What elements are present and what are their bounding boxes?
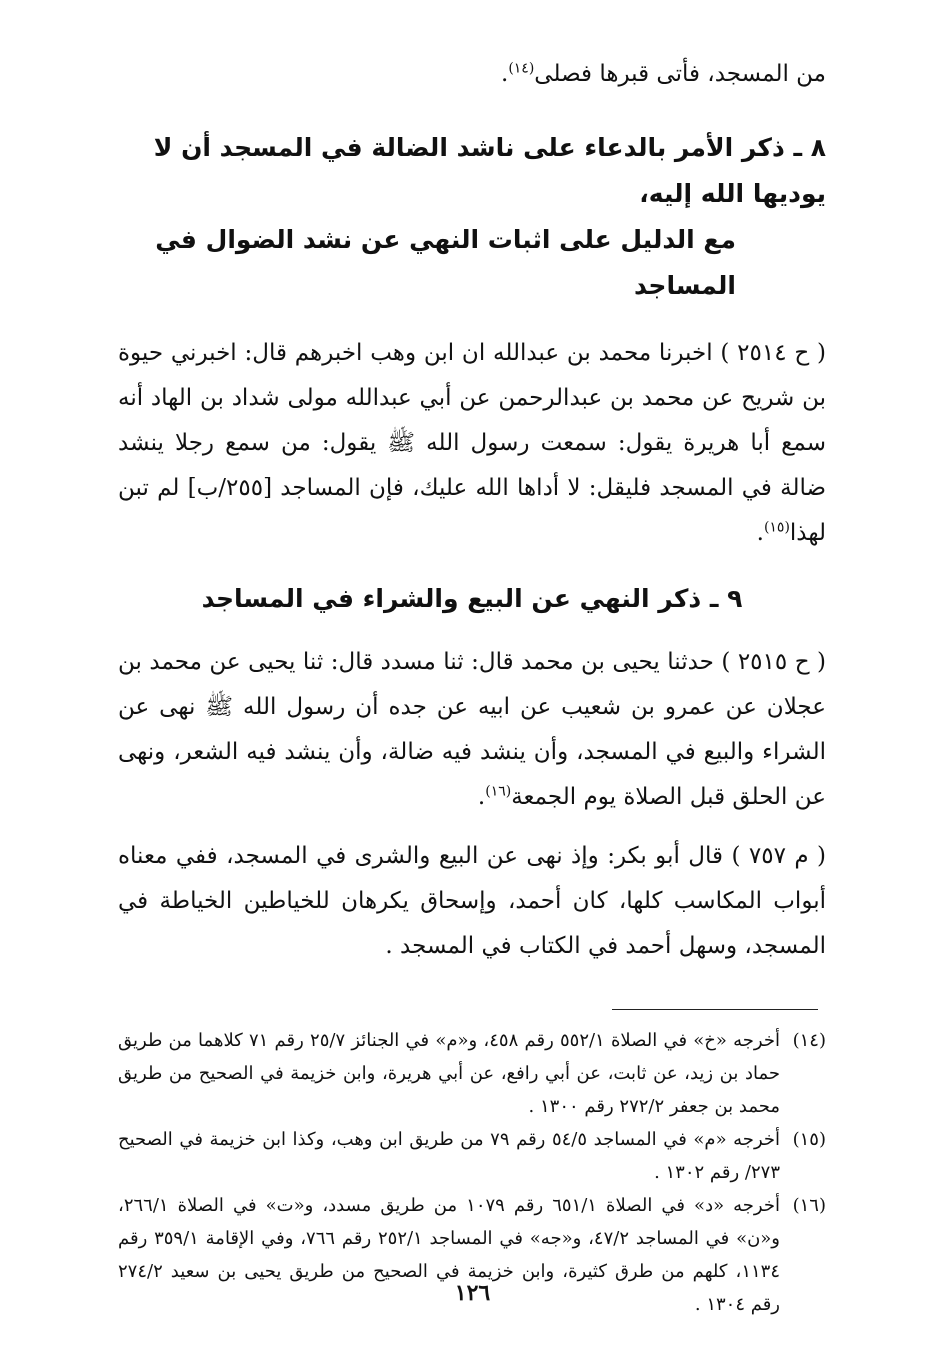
page-body — [118, 52, 826, 1321]
section-9-title: ٩ ـ ذكر النهي عن البيع والشراء في المساجد — [201, 584, 743, 613]
footnote-divider — [612, 1009, 818, 1010]
hadith-2515-paragraph — [118, 640, 826, 820]
footnote-15 — [118, 1123, 826, 1189]
section-8-title-line1: ٨ ـ ذكر الأمر بالدعاء على ناشد الضالة في المسجد أن لا يوديها الله إليه، — [153, 133, 826, 208]
footnotes — [118, 1024, 826, 1321]
opening-text: من المسجد، فأتى قبرها فصلى — [534, 61, 826, 87]
footnote-15-text: أخرجه «م» في المساجد ٥٤/٥ رقم ٧٩ من طريق ابن وهب، وكذا ابن خزيمة في الصحيح ٢٧٣/ رقم ١٣٠٢ . — [118, 1129, 780, 1183]
footnote-16-number: (١٦) — [792, 1195, 826, 1216]
footnote-15-number: (١٥) — [792, 1129, 826, 1150]
hadith-2514-text: ( ح ٢٥١٤ ) اخبرنا محمد بن عبدالله ان ابن وهب اخبرهم قال: اخبرني حيوة بن شريح عن محمد بن عبدالرحمن عن أبي عبدالله مولى شداد بن الهاد أنه سمع أبا هريرة يقول: سمعت رسول الله ﷺ يقول: من سمع رجلا ينشد ضالة في المسجد فليقل: لا أداها الله عليك، فإن المساجد [٢٥٥/ب] لم تبن لهذا — [118, 340, 827, 546]
footnote-14-number: (١٤) — [792, 1030, 826, 1051]
hadith-2515-text: ( ح ٢٥١٥ ) حدثنا يحيى بن محمد قال: ثنا مسدد قال: ثنا يحيى عن محمد بن عجلان عن عمرو بن شعيب عن ابيه عن جده أن رسول الله ﷺ نهى عن الشراء والبيع في المسجد، وأن ينشد فيه ضالة، وأن ينشد فيه الشعر، ونهى عن الحلق قبل الصلاة يوم الجمعة — [118, 649, 826, 810]
opening-paragraph — [118, 52, 826, 97]
hadith-2514-paragraph — [118, 331, 826, 556]
hadith-2515-end: . — [477, 784, 486, 810]
section-8-heading — [118, 125, 826, 309]
page-number: ١٢٦ — [454, 1280, 491, 1306]
masala-757-text: ( م ٧٥٧ ) قال أبو بكر: وإذ نهى عن البيع والشرى في المسجد، ففي معناه أبواب المكاسب كلها، كان أحمد، وإسحاق يكرهان للخياطين الخياطة في المسجد، وسهل أحمد في الكتاب في المسجد . — [118, 843, 827, 959]
footnote-ref-16: (١٦) — [485, 783, 512, 800]
footnote-ref-15: (١٥) — [763, 519, 790, 536]
section-8-title-line2: مع الدليل على اثبات النهي عن نشد الضوال في المساجد — [155, 225, 736, 300]
footnote-14-text: أخرجه «خ» في الصلاة ٥٥٢/١ رقم ٤٥٨، و«م» في الجنائز ٢٥/٧ رقم ٧١ كلاهما من طريق حماد بن زيد، عن ثابت، عن أبي رافع، عن أبي هريرة، وابن خزيمة في الصحيح من طريق محمد بن جعفر ٢٧٢/٢ رقم ١٣٠٠ . — [118, 1030, 780, 1117]
paragraph-spacer — [118, 820, 826, 834]
section-9-heading — [118, 576, 826, 622]
opening-end: . — [501, 61, 509, 87]
hadith-2514-end: . — [756, 520, 764, 546]
footnote-ref-14: (١٤) — [508, 60, 535, 77]
masala-757-paragraph — [118, 834, 826, 969]
footnote-14 — [118, 1024, 826, 1123]
footnote-16-text: أخرجه «د» في الصلاة ٦٥١/١ رقم ١٠٧٩ من طريق مسدد، و«ت» في الصلاة ٢٦٦/١، و«ن» في المساجد ٤٧/٢، و«جه» في المساجد ٢٥٢/١ رقم ٧٦٦، وفي الإقامة ٣٥٩/١ رقم ١١٣٤، كلهم من طرق كثيرة، وابن خزيمة في الصحيح من طريق يحيى بن سعيد ٢٧٤/٢ رقم ١٣٠٤ . — [118, 1195, 780, 1315]
